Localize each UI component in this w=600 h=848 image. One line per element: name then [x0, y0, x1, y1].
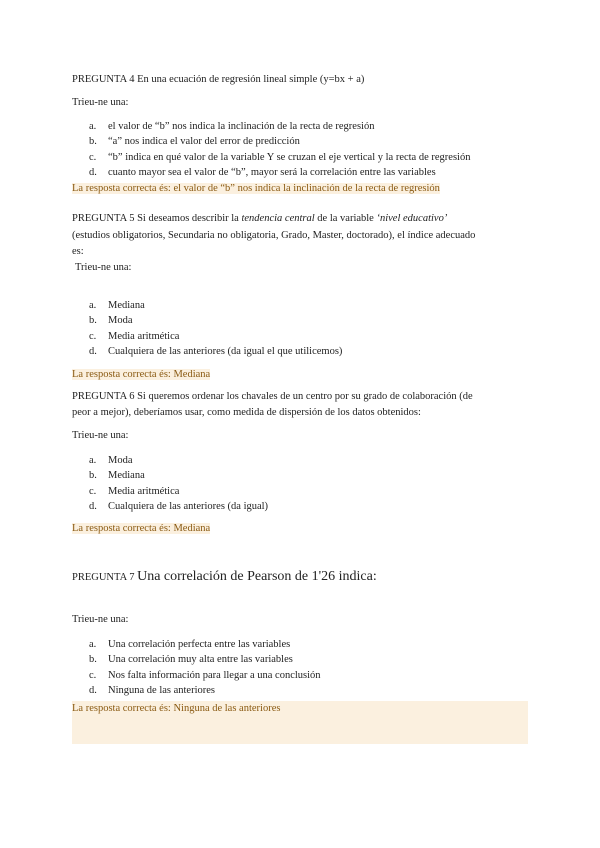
question-5-title: PREGUNTA 5 Si deseamos describir la tendencia central de la variable ‘nivel educativo’	[72, 213, 448, 224]
question-4-title: PREGUNTA 4 En una ecuación de regresión lineal simple (y=bx + a)	[72, 74, 365, 85]
question-5-title-line3: es:	[72, 246, 84, 257]
question-5-correct-answer: La resposta correcta és: Mediana	[72, 369, 211, 380]
option-d[interactable]: d. cuanto mayor sea el valor de “b”, mayor será la correlación entre las variables	[89, 166, 436, 178]
question-7-options	[72, 637, 321, 698]
option-c[interactable]: c. Media aritmética	[89, 330, 180, 342]
question-6-prompt: Trieu-ne una:	[72, 430, 129, 441]
question-6-title-line2: peor a mejor), deberíamos usar, como medida de dispersión de los datos obtenidos:	[72, 407, 421, 418]
question-6-options	[72, 453, 268, 514]
option-a[interactable]: a. Mediana	[89, 300, 145, 311]
option-b[interactable]: b. Una correlación muy alta entre las variables	[89, 654, 293, 666]
option-d[interactable]: d. Cualquiera de las anteriores (da igual)	[89, 500, 269, 512]
option-d[interactable]: d. Ninguna de las anteriores	[89, 684, 216, 696]
question-4-correct-answer: La resposta correcta és: el valor de “b” nos indica la inclinación de la recta de regresión	[72, 183, 440, 194]
question-6-correct-answer: La resposta correcta és: Mediana	[72, 523, 211, 534]
option-d[interactable]: d. Cualquiera de las anteriores (da igual el que utilicemos)	[89, 345, 343, 357]
question-6-title: PREGUNTA 6 Si queremos ordenar los chavales de un centro por su grado de colaboración (de	[72, 391, 473, 402]
question-5-title-line2: (estudios obligatorios, Secundaria no obligatoria, Grado, Master, doctorado), el índice adecuado	[72, 230, 476, 241]
question-4-prompt: Trieu-ne una:	[72, 97, 129, 108]
option-c[interactable]: c. Media aritmética	[89, 485, 180, 497]
option-b[interactable]: b. Mediana	[89, 470, 145, 482]
option-c[interactable]: c. “b” indica en qué valor de la variable Y se cruzan el eje vertical y la recta de regresión	[89, 151, 471, 163]
question-7-correct-answer: La resposta correcta és: Ninguna de las anteriores	[72, 703, 281, 714]
question-5-options	[72, 298, 342, 359]
option-a[interactable]: a. Una correlación perfecta entre las variables	[89, 639, 291, 650]
option-b[interactable]: b. Moda	[89, 315, 133, 327]
option-c[interactable]: c. Nos falta información para llegar a una conclusión	[89, 669, 321, 681]
option-a[interactable]: a. el valor de “b” nos indica la inclinación de la recta de regresión	[89, 121, 375, 132]
question-7-prompt: Trieu-ne una:	[72, 614, 129, 625]
option-b[interactable]: b. “a” nos indica el valor del error de predicción	[89, 136, 300, 148]
question-4-options	[72, 119, 470, 180]
question-7-title: PREGUNTA 7 Una correlación de Pearson de 1'26 indica:	[72, 569, 377, 584]
question-5-prompt: Trieu-ne una:	[75, 262, 132, 273]
option-a[interactable]: a. Moda	[89, 455, 133, 466]
